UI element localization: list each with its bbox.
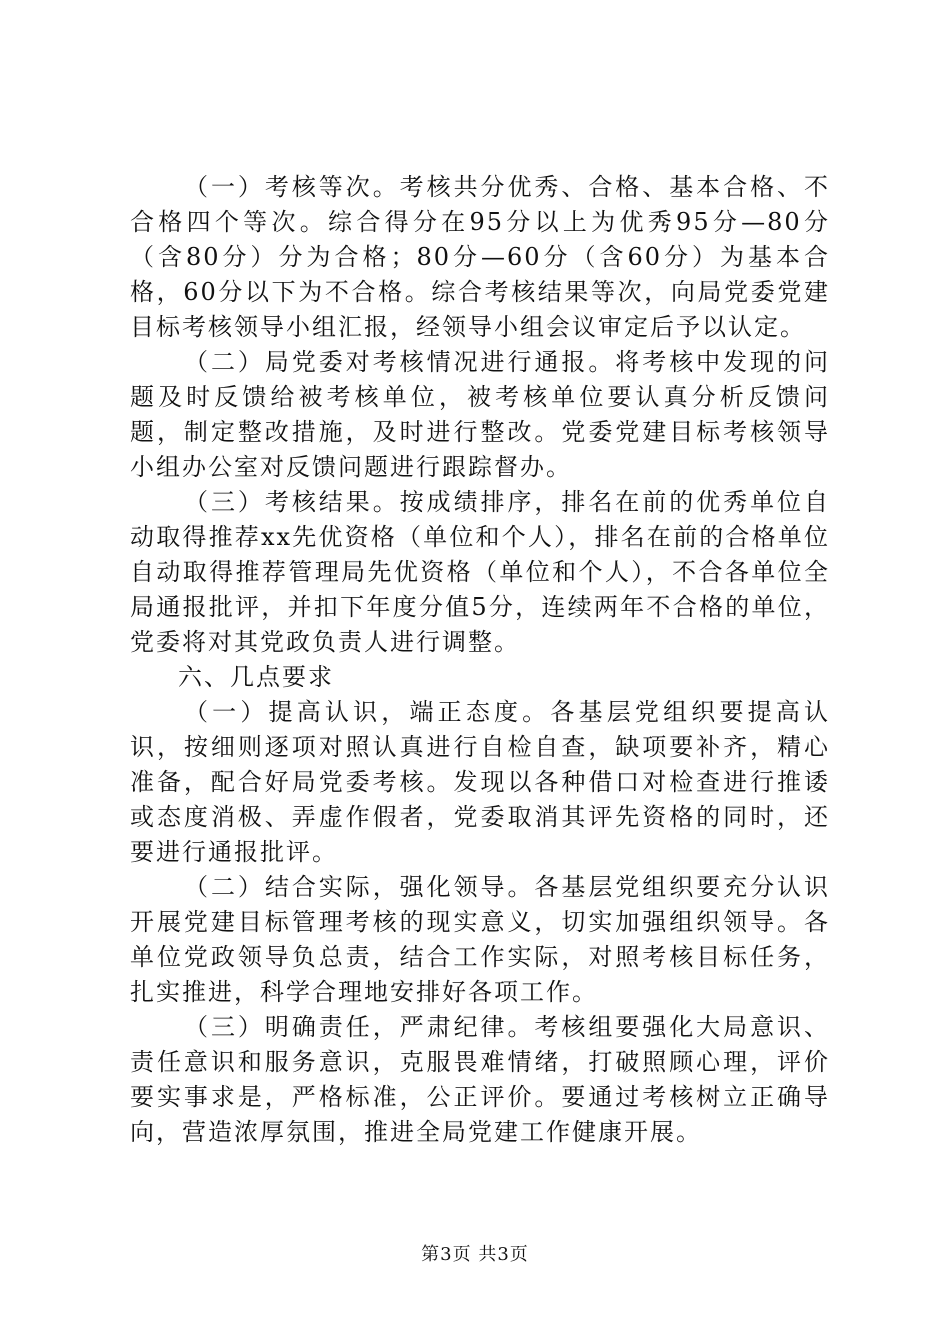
document-body [130,170,830,1150]
paragraph-assessment-grades: （一）考核等次。考核共分优秀、合格、基本合格、不合格四个等次。综合得分在95分以上为优秀95分—80分（含80分）分为合格；80分—60分（含60分）为基本合格，60分以下为不合格。综合考核结果等次，向局党委党建目标考核领导小组汇报，经领导小组会议审定后予以认定。 [130,173,830,341]
page-footer: 第3页 共3页 [421,1244,529,1265]
paragraph-requirement-3: （三）明确责任，严肃纪律。考核组要强化大局意识、责任意识和服务意识，克服畏难情绪，打破照顾心理，评价要实事求是，严格标准，公正评价。要通过考核树立正确导向，营造浓厚氛围，推进全局党建工作健康开展。 [130,1013,830,1146]
paragraph-assessment-report: （二）局党委对考核情况进行通报。将考核中发现的问题及时反馈给被考核单位，被考核单位要认真分析反馈问题，制定整改措施，及时进行整改。党委党建目标考核领导小组办公室对反馈问题进行跟踪督办。 [130,348,830,481]
paragraph-requirement-1: （一）提高认识，端正态度。各基层党组织要提高认识，按细则逐项对照认真进行自检自查，缺项要补齐，精心准备，配合好局党委考核。发现以各种借口对检查进行推诿或态度消极、弄虚作假者，党委取消其评先资格的同时，还要进行通报批评。 [130,698,830,866]
section-heading: 六、几点要求 [178,663,334,691]
paragraph-requirement-2: （二）结合实际，强化领导。各基层党组织要充分认识开展党建目标管理考核的现实意义，切实加强组织领导。各单位党政领导负总责，结合工作实际，对照考核目标任务，扎实推进，科学合理地安排好各项工作。 [130,873,830,1006]
paragraph-assessment-results: （三）考核结果。按成绩排序，排名在前的优秀单位自动取得推荐xx先优资格（单位和个人），排名在前的合格单位自动取得推荐管理局先优资格（单位和个人），不合各单位全局通报批评，并扣下年度分值5分，连续两年不合格的单位，党委将对其党政负责人进行调整。 [130,488,830,656]
